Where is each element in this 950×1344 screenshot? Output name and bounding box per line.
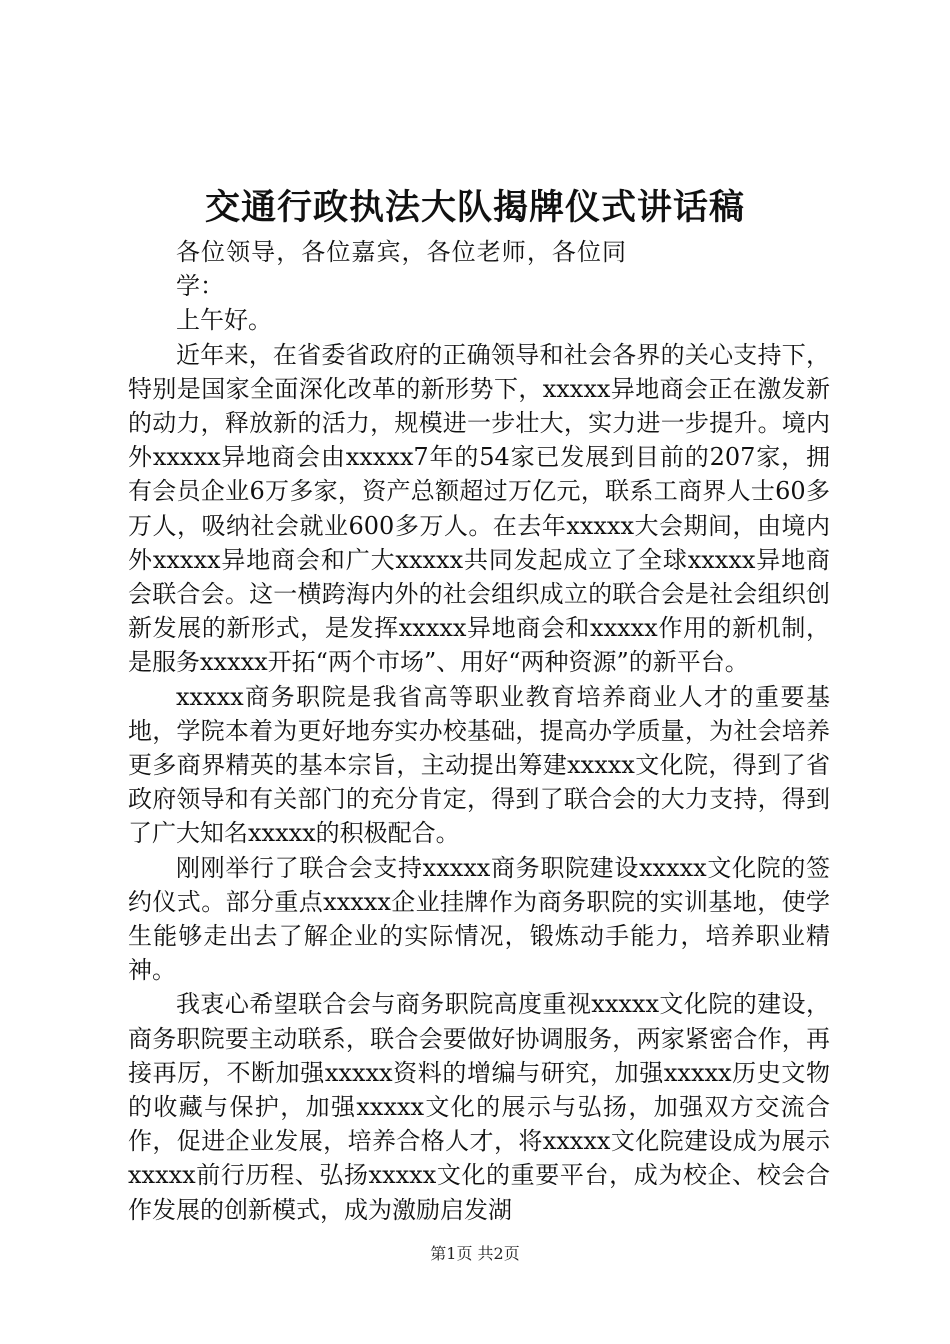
body-paragraph: 我衷心希望联合会与商务职院高度重视xxxxx文化院的建设，商务职院要主动联系，联合会要做好协调服务，两家紧密合作，再接再厉，不断加强xxxxx资料的增编与研究，加强xxxxx历史文物的收藏与保护，加强xxxxx文化的展示与弘扬，加强双方交流合作，促进企业发展，培养合格人才，将xxxxx文化院建设成为展示xxxxx前行历程、弘扬xxxxx文化的重要平台，成为校企、校会合作发展的创新模式，成为激励启发湖 [128,990,830,1224]
page-footer: 第1页 共2页 [430,1244,520,1263]
body-paragraph: 近年来，在省委省政府的正确领导和社会各界的关心支持下，特别是国家全面深化改革的新形势下，xxxxx异地商会正在激发新的动力，释放新的活力，规模进一步壮大，实力进一步提升。境内外xxxxx异地商会由xxxxx7年的54家已发展到目前的207家，拥有会员企业6万多家，资产总额超过万亿元，联系工商界人士60多万人，吸纳社会就业600多万人。在去年xxxxx大会期间，由境内外xxxxx异地商会和广大xxxxx共同发起成立了全球xxxxx异地商会联合会。这一横跨海内外的社会组织成立的联合会是社会组织创新发展的新形式，是发挥xxxxx异地商会和xxxxx作用的新机制，是服务xxxxx开拓“两个市场”、用好“两种资源”的新平台。 [128,340,830,677]
body-paragraph: 刚刚举行了联合会支持xxxxx商务职院建设xxxxx文化院的签约仪式。部分重点xxxxx企业挂牌作为商务职院的实训基地，使学生能够走出去了解企业的实际情况，锻炼动手能力，培养职业精神。 [128,853,830,985]
document-title: 交通行政执法大队揭牌仪式讲话稿 [204,187,745,228]
document-body [128,235,830,1227]
body-paragraph: xxxxx商务职院是我省高等职业教育培养商业人才的重要基地，学院本着为更好地夯实办校基础，提高办学质量，为社会培养更多商界精英的基本宗旨，主动提出筹建xxxxx文化院，得到了省政府领导和有关部门的充分肯定，得到了联合会的大力支持，得到了广大知名xxxxx的积极配合。 [128,682,830,848]
greeting-line: 各位领导，各位嘉宾，各位老师，各位同学： [176,238,626,301]
salutation-line: 上午好。 [176,306,272,335]
